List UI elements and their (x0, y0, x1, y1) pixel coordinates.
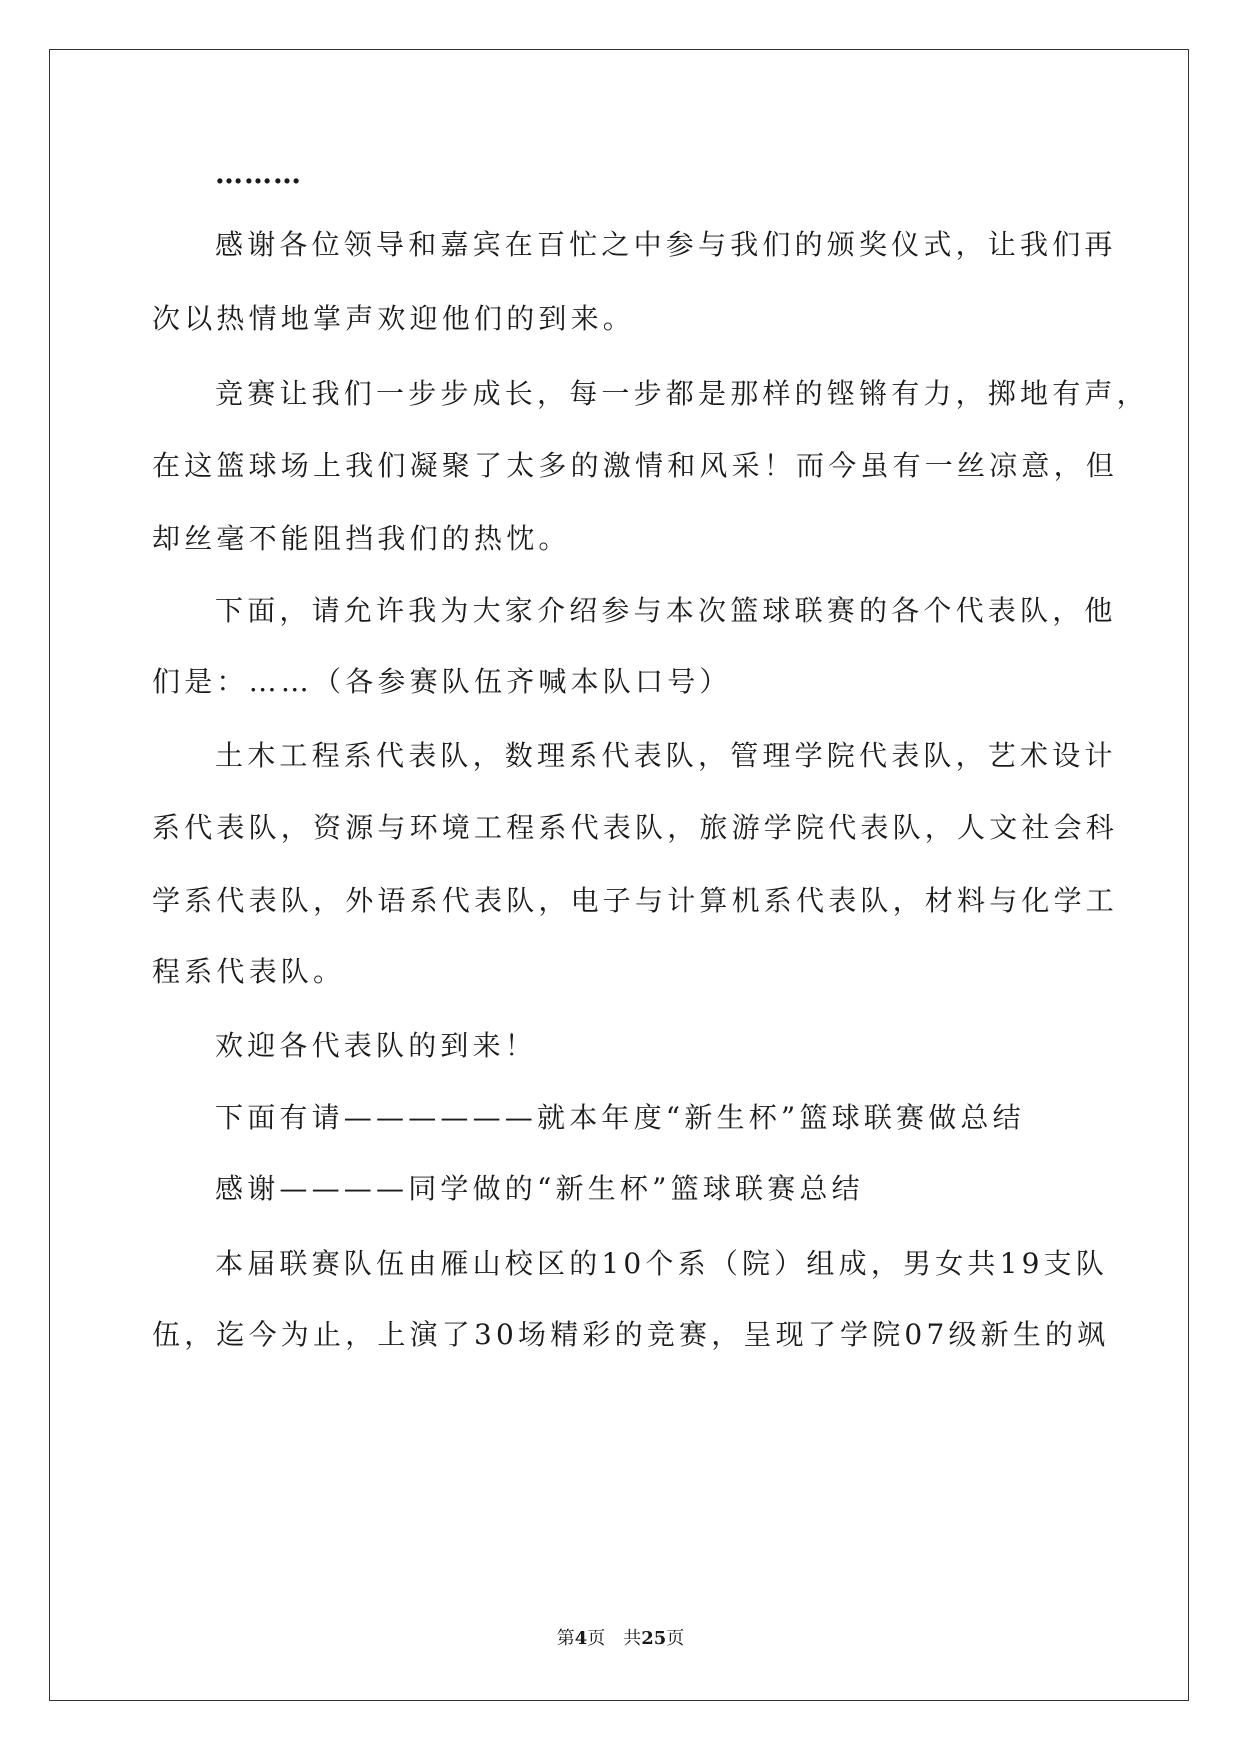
paragraph-line: 下面有请——————就本年度“新生杯”篮球联赛做总结 (215, 1101, 1025, 1134)
paragraph-line: 在这篮球场上我们凝聚了太多的激情和风采！而今虽有一丝凉意，但 (152, 449, 1119, 482)
paragraph-line: 感谢各位领导和嘉宾在百忙之中参与我们的颁奖仪式，让我们再 (215, 228, 1117, 261)
footer-page-number: 4 (574, 1628, 588, 1649)
footer-total-prefix: 共 (623, 1628, 642, 1649)
page-border (49, 49, 1189, 1701)
paragraph-line: 欢迎各代表队的到来！ (215, 1029, 538, 1062)
paragraph-line: 们是：……（各参赛队伍齐喊本队口号） (152, 665, 732, 698)
paragraph-line: 次以热情地掌声欢迎他们的到来。 (152, 302, 636, 335)
paragraph-line: 伍，迄今为止，上演了30场精彩的竞赛，呈现了学院07级新生的飒 (152, 1318, 1110, 1351)
paragraph-line: 程系代表队。 (152, 955, 346, 988)
paragraph-line: 却丝毫不能阻挡我们的热忱。 (152, 522, 571, 555)
footer-total-suffix: 页 (666, 1628, 685, 1649)
footer-page-suffix: 页 (587, 1628, 606, 1649)
paragraph-line: 系代表队，资源与环境工程系代表队，旅游学院代表队，人文社会科 (152, 811, 1119, 844)
paragraph-line: 竞赛让我们一步步成长，每一步都是那样的铿锵有力，掷地有声， (215, 377, 1149, 410)
ellipsis-line: ……… (215, 157, 302, 190)
page-footer (0, 1630, 1241, 1648)
footer-page-prefix: 第 (556, 1628, 575, 1649)
paragraph-line: 学系代表队，外语系代表队，电子与计算机系代表队，材料与化学工 (152, 884, 1119, 917)
paragraph-line: 下面，请允许我为大家介绍参与本次篮球联赛的各个代表队，他 (215, 594, 1117, 627)
paragraph-line: 本届联赛队伍由雁山校区的10个系（院）组成，男女共19支队 (215, 1247, 1109, 1280)
paragraph-line: 感谢————同学做的“新生杯”篮球联赛总结 (215, 1172, 864, 1205)
paragraph-line: 土木工程系代表队，数理系代表队，管理学院代表队，艺术设计 (215, 739, 1117, 772)
footer-total-pages: 25 (641, 1628, 667, 1649)
